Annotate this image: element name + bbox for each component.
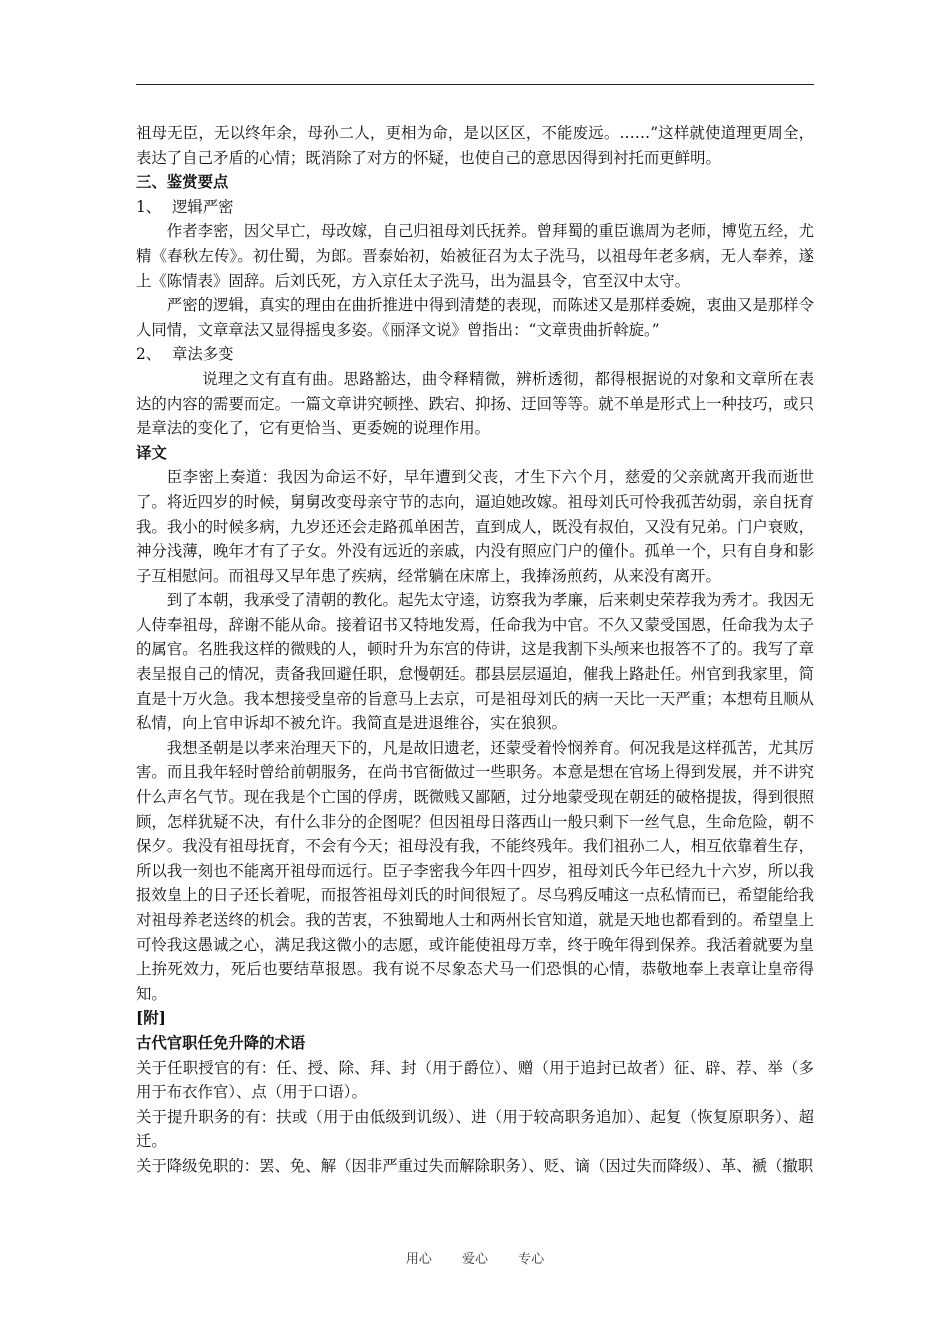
page-footer: [0, 1248, 950, 1267]
point-heading-2: [136, 342, 814, 367]
appendix-line-demotion: 关于降级免职的：罢、免、解（因非严重过失而解除职务）、贬、谪（因过失而降级）、革、褫（撤职: [136, 1156, 814, 1175]
document-body: [136, 121, 814, 1179]
footer-motto: 用心: [405, 1252, 432, 1267]
appendix-title: 古代官职任免升降的术语: [136, 1033, 306, 1052]
point-2-paragraph-1: 说理之文有直有曲。思路豁达，曲令释精微，辨析透彻，都得根据说的对象和文章所在表达的内容的需要而定。一篇文章讲究顿挫、跌宕、抑扬、迂回等等。就不单是形式上一种技巧，或只是章法的变化了，它有更恰当、更委婉的说理作用。: [136, 369, 814, 438]
point-number: 2、: [136, 345, 162, 364]
intro-paragraph: 祖母无臣，无以终年余，母孙二人，更相为命，是以区区，不能废远。……”这样就使道理更周全，表达了自己矛盾的心情；既消除了对方的怀疑，也使自己的意思因得到衬托而更鲜明。: [136, 124, 814, 167]
appendix-label: [附]: [136, 1009, 166, 1028]
appendix-line-appointment: 关于任职授官的有：任、授、除、拜、封（用于爵位）、赠（用于追封已故者）征、辟、荐、举（多用于布衣作官）、点（用于口语）。: [136, 1058, 814, 1102]
footer-motto: 爱心: [461, 1252, 488, 1267]
section-heading-translation: 译文: [136, 443, 167, 462]
point-heading-1: [136, 195, 814, 220]
point-title: 逻辑严密: [172, 197, 234, 216]
translation-paragraph-1: 臣李密上奏道：我因为命运不好，早年遭到父丧，才生下六个月，慈爱的父亲就离开我而逝世了。将近四岁的时候，舅舅改变母亲守节的志向，逼迫她改嫁。祖母刘氏可怜我孤苦幼弱，亲自抚育我。我小的时候多病，九岁还还会走路孤单困苦，直到成人，既没有叔伯，又没有兄弟。门户衰败，神分浅薄，晚年才有了子女。外没有远近的亲戚，内没有照应门户的僮仆。孤单一个，只有自身和影子互相慰问。而祖母又早年患了疾病，经常躺在床席上，我捧汤煎药，从来没有离开。: [136, 468, 814, 585]
appendix-line-promotion: 关于提升职务的有：扶或（用于由低级到讥级）、进（用于较高职务追加）、起复（恢复原职务）、超迁。: [136, 1107, 814, 1151]
point-1-paragraph-1: 作者李密，因父早亡，母改嫁，自己归祖母刘氏抚养。曾拜蜀的重臣谯周为老师，博览五经，尤精《春秋左传》。初仕蜀，为郎。晋泰始初，始被征召为太子洗马，以祖母年老多病，无人奉养，遂上《陈情表》固辞。后刘氏死，方入京任太子洗马，出为温县令，官至汉中太守。: [136, 222, 814, 290]
header-rule: [136, 84, 814, 85]
point-1-paragraph-2: 严密的逻辑，真实的理由在曲折推进中得到清楚的表现，而陈述又是那样委婉，衷曲又是那样令人同情，文章章法又显得摇曳多姿。《丽泽文说》曾指出：“文章贵曲折斡旋。”: [136, 296, 814, 339]
translation-paragraph-2: 到了本朝，我承受了清朝的教化。起先太守逵，访察我为孝廉，后来刺史荣荐我为秀才。我因无人侍奉祖母，辞谢不能从命。接着诏书又特地发焉，任命我为中官。不久又蒙受国恩，任命我为太子的属官。名胜我这样的微贱的人，顿时升为东宫的侍讲，这是我割下头颅来也报答不了的。我写了章表呈报自己的情况，责备我回避任职，怠慢朝廷。郡县层层逼迫，催我上路赴任。州官到我家里，简直是十万火急。我本想接受皇帝的旨意马上去京，可是祖母刘氏的病一天比一天严重；本想苟且顺从私情，向上官申诉却不被允许。我简直是进退维谷，实在狼狈。: [136, 591, 814, 733]
point-title: 章法多变: [172, 345, 234, 364]
section-heading-appreciation: 三、鉴赏要点: [136, 173, 229, 192]
point-number: 1、: [136, 197, 162, 216]
footer-motto: 专心: [518, 1252, 545, 1267]
translation-paragraph-3: 我想圣朝是以孝来治理天下的，凡是故旧遗老，还蒙受着怜悯养育。何况我是这样孤苦，尤其厉害。而且我年轻时曾给前朝服务，在尚书官衙做过一些职务。本意是想在官场上得到发展，并不讲究什么声名气节。现在我是个亡国的俘虏，既微贱又鄙陋，过分地蒙受现在朝廷的破格提拔，得到很照顾，怎样犹疑不决，有什么非分的企图呢？但因祖母日落西山一般只剩下一丝气息，生命危险，朝不保夕。我没有祖母抚育，不会有今天；祖母没有我，不能终残年。我们祖孙二人，相互依靠着生存，所以我一刻也不能离开祖母而远行。臣子李密我今年四十四岁，祖母刘氏今年已经九十六岁，所以我报效皇上的日子还长着呢，而报答祖母刘氏的时间很短了。尽乌鸦反哺这一点私情而已，希望能给我对祖母养老送终的机会。我的苦衷，不独蜀地人士和两州长官知道，就是天地也都看到的。希望皇上可怜我这愚诚之心，满足我这微小的志愿，或许能使祖母万幸，终于晚年得到保养。我活着就要为皇上拚死效力，死后也要结草报恩。我有说不尽象态犬马一们恐惧的心情，恭敬地奉上表章让皇帝得知。: [136, 738, 814, 1003]
